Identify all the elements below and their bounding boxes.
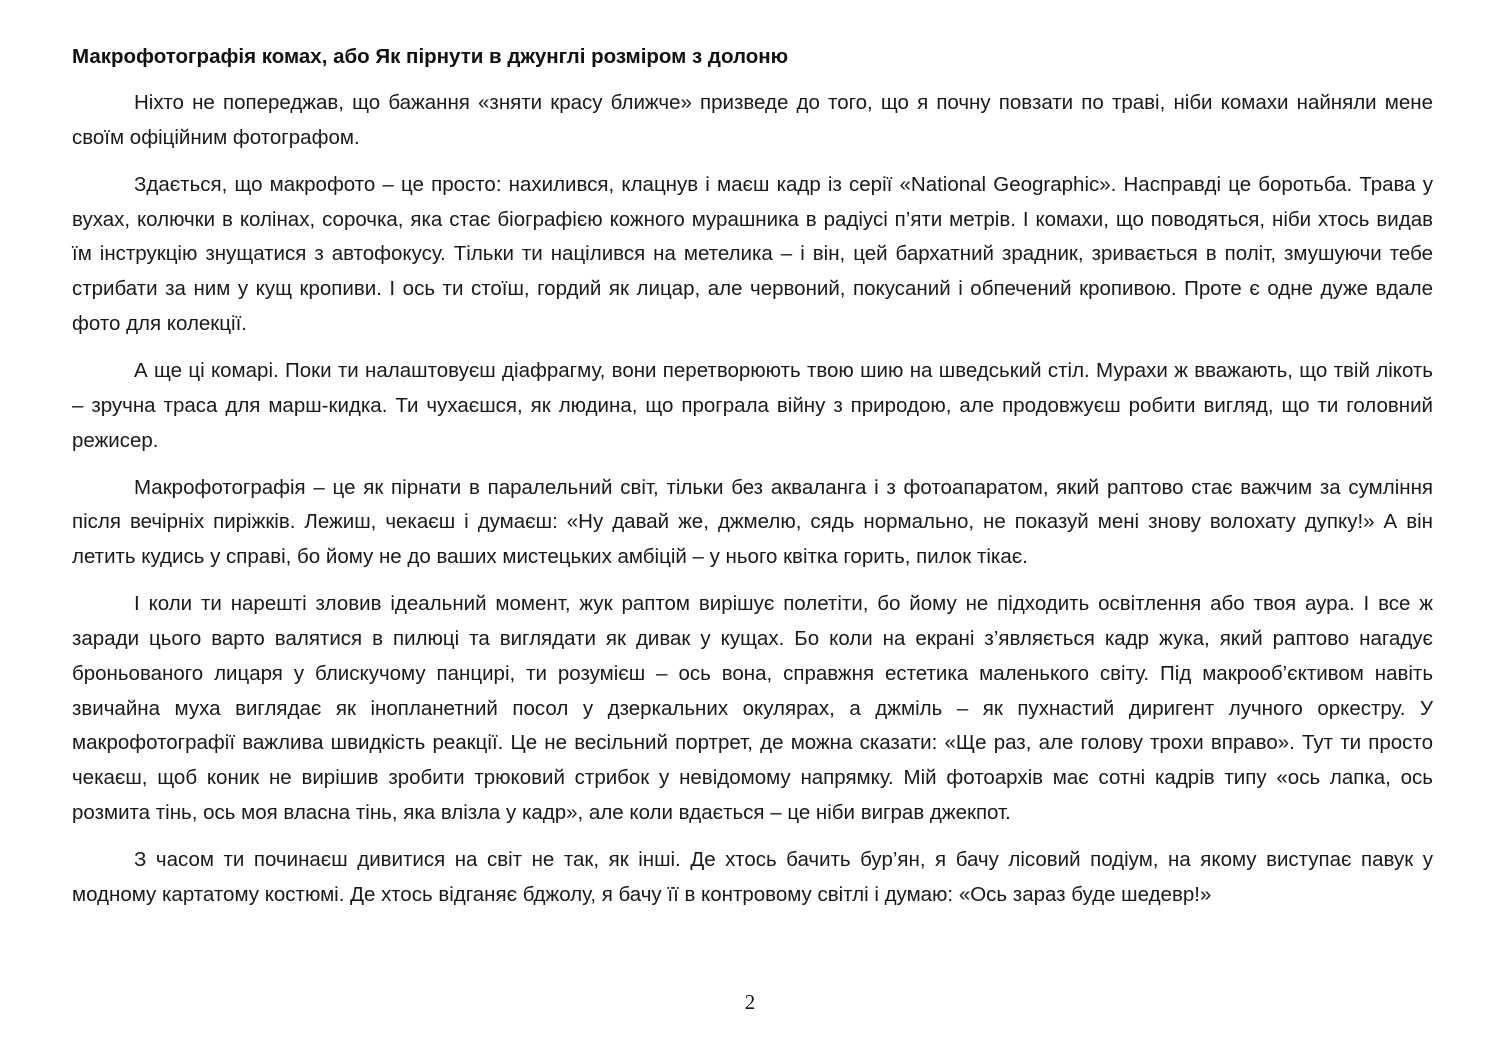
paragraph-2: Здається, що макрофото – це просто: нахилився, клацнув і маєш кадр із серії «National Geographic». Насправді це боротьба. Трава у вухах, колючки в колінах, сорочка, яка стає біографією кожного мурашника в радіусі п’яти метрів. І комахи, що поводяться, ніби хтось видав їм інструкцію знущатися з автофокусу. Тільки ти націлився на метелика – і він, цей бархатний зрадник, зривається в політ, змушуючи тебе стрибати за ним у кущ кропиви. І ось ти стоїш, гордий як лицар, але червоний, покусаний і обпечений кропивою. Проте є одне дуже вдале фото для колекції.	[72, 172, 1433, 335]
paragraph-5: І коли ти нарешті зловив ідеальний момент, жук раптом вирішує полетіти, бо йому не підходить освітлення або твоя аура. І все ж заради цього варто валятися в пилюці та виглядати як дивак у кущах. Бо коли на екрані з’являється кадр жука, який раптово нагадує броньованого лицаря у блискучому панцирі, ти розумієш – ось вона, справжня естетика маленького світу. Під макрооб’єктивом навіть звичайна муха виглядає як інопланетний посол у дзеркальних окулярах, а джміль – як пухнастий диригент лучного оркестру. У макрофотографії важлива швидкість реакції. Це не весільний портрет, де можна сказати: «Ще раз, але голову трохи вправо». Тут ти просто чекаєш, щоб коник не вирішив зробити трюковий стрибок у невідомому напрямку. Мій фотоархів має сотні кадрів типу «ось лапка, ось розмита тінь, ось моя власна тінь, яка влізла у кадр», але коли вдається – це ніби виграв джекпот.	[72, 592, 1433, 824]
paragraph-1: Ніхто не попереджав, що бажання «зняти красу ближче» призведе до того, що я почну повзати по траві, ніби комахи найняли мене своїм офіційним фотографом.	[72, 91, 1433, 149]
document-title: Макрофотографія комах, або Як пірнути в джунглі розміром з долоню	[72, 45, 789, 68]
document-body	[72, 40, 1433, 925]
paragraph-3: А ще ці комарі. Поки ти налаштовуєш діафрагму, вони перетворюють твою шию на шведський стіл. Мурахи ж вважають, що твій лікоть – зручна траса для марш-кидка. Ти чухаєшся, як людина, що програла війну з природою, але продовжуєш робити вигляд, що ти головний режисер.	[72, 358, 1433, 452]
paragraph-6: З часом ти починаєш дивитися на світ не так, як інші. Де хтось бачить бур’ян, я бачу лісовий подіум, на якому виступає павук у модному картатому костюмі. Де хтось відганяє бджолу, я бачу її в контровому світлі і думаю: «Ось зараз буде шедевр!»	[72, 847, 1433, 906]
page-number: 2	[744, 990, 756, 1014]
paragraph-4: Макрофотографія – це як пірнати в паралельний світ, тільки без акваланга і з фотоапаратом, який раптово стає важчим за сумління після вечірніх пиріжків. Лежиш, чекаєш і думаєш: «Ну давай же, джмелю, сядь нормально, не показуй мені знову волохату дупку!» А він летить кудись у справі, бо йому не до ваших мистецьких амбіцій – у нього квітка горить, пилок тікає.	[72, 475, 1433, 569]
